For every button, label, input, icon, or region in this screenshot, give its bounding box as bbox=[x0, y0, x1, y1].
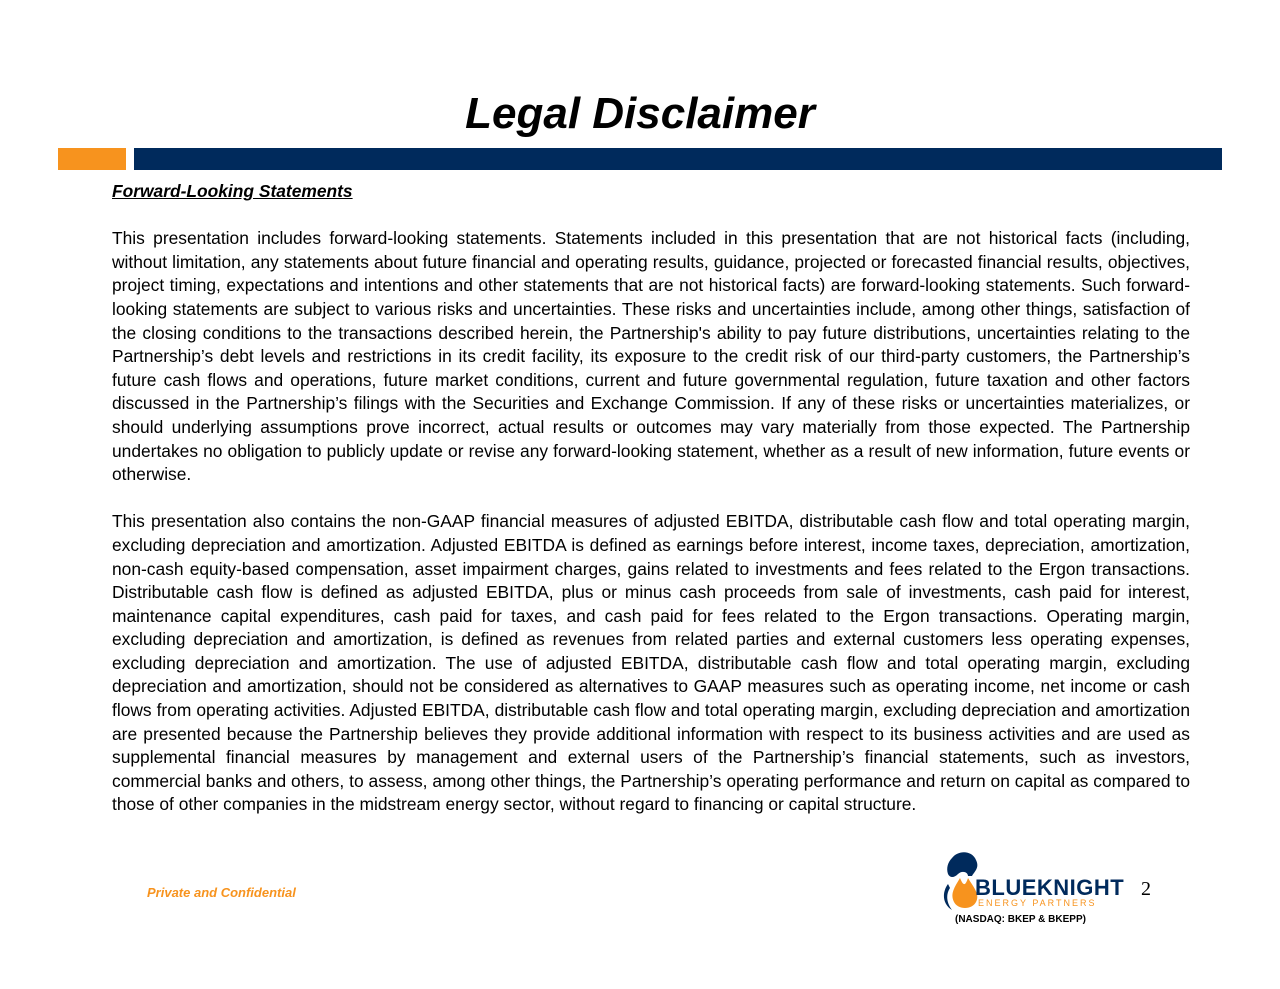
title-accent-bar-navy bbox=[134, 148, 1222, 170]
confidential-label: Private and Confidential bbox=[147, 885, 296, 900]
disclaimer-body bbox=[112, 180, 1190, 817]
page-number: 2 bbox=[1141, 878, 1151, 900]
page-title: Legal Disclaimer bbox=[465, 89, 815, 138]
logo-subtitle: ENERGY PARTNERS bbox=[978, 898, 1097, 908]
paragraph-non-gaap: This presentation also contains the non-GAAP financial measures of adjusted EBITDA, distributable cash flow and total operating margin, excluding depreciation and amortization. Adjusted EBITDA is defined as earnings before interest, income taxes, depreciation, amortization, non-cash equity-based compensation, asset impairment charges, gains related to investments and fees related to the Ergon transactions. Distributable cash flow is defined as adjusted EBITDA, plus or minus cash proceeds from sale of investments, cash paid for interest, maintenance capital expenditures, cash paid for taxes, and cash paid for fees related to the Ergon transactions. Operating margin, excluding depreciation and amortization, is defined as revenues from related parties and external customers less operating expenses, excluding depreciation and amortization. The use of adjusted EBITDA, distributable cash flow and total operating margin, excluding depreciation and amortization, should not be considered as alternatives to GAAP measures such as operating income, net income or cash flows from operating activities. Adjusted EBITDA, distributable cash flow and total operating margin, excluding depreciation and amortization are presented because the Partnership believes they provide additional information with respect to its business activities and are used as supplemental financial measures by management and external users of the Partnership’s financial statements, such as investors, commercial banks and others, to assess, among other things, the Partnership’s operating performance and return on capital as compared to those of other companies in the midstream energy sector, without regard to financing or capital structure. bbox=[112, 511, 1190, 815]
paragraph-forward-looking: This presentation includes forward-looking statements. Statements included in this presentation that are not historical facts (including, without limitation, any statements about future financial and operating results, guidance, projected or forecasted financial results, objectives, project timing, expectations and intentions and other statements that are not historical facts) are forward-looking statements. Such forward-looking statements are subject to various risks and uncertainties. These risks and uncertainties include, among other things, satisfaction of the closing conditions to the transactions described herein, the Partnership's ability to pay future distributions, uncertainties relating to the Partnership’s debt levels and restrictions in its credit facility, its exposure to the credit risk of our third-party customers, the Partnership’s future cash flows and operations, future market conditions, current and future governmental regulation, future taxation and other factors discussed in the Partnership’s filings with the Securities and Exchange Commission. If any of these risks or uncertainties materializes, or should underlying assumptions prove incorrect, actual results or outcomes may vary materially from those expected. The Partnership undertakes no obligation to publicly update or revise any forward-looking statement, whether as a result of new information, future events or otherwise. bbox=[112, 228, 1190, 485]
section-heading: Forward-Looking Statements bbox=[112, 181, 353, 201]
logo-wordmark: BLUEKNIGHT bbox=[975, 875, 1125, 900]
title-accent-bar-orange bbox=[58, 148, 126, 170]
ticker-label: (NASDAQ: BKEP & BKEPP) bbox=[955, 914, 1086, 925]
